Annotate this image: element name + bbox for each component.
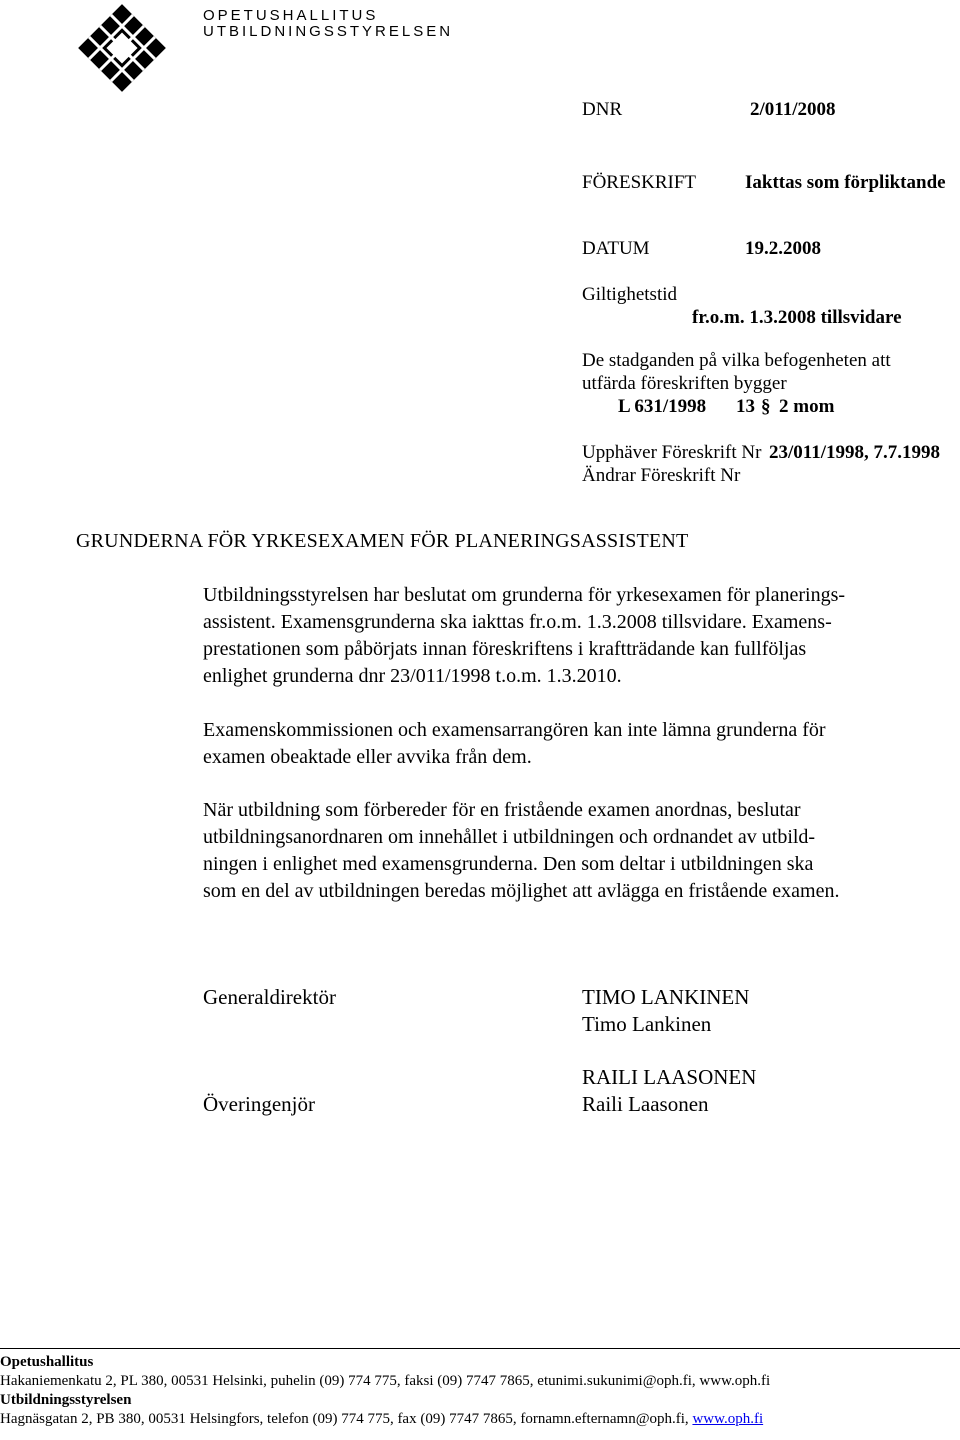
- footer-address-sv-text: Hagnäsgatan 2, PB 380, 00531 Helsingfors, telefon (09) 774 775, fax (09) 7747 7865, fornamn.efternamn@oph.fi,: [0, 1411, 689, 1427]
- org-name-fi: OPETUSHALLITUS: [203, 7, 379, 24]
- paragraph-sign: §: [761, 396, 771, 417]
- repeals-label: Upphäver Föreskrift Nr: [582, 442, 762, 463]
- signature-role-director-general: Generaldirektör: [203, 985, 336, 1009]
- document-title: GRUNDERNA FÖR YRKESEXAMEN FÖR PLANERINGSASSISTENT: [76, 530, 689, 552]
- footer-website-link[interactable]: www.oph.fi: [692, 1411, 764, 1427]
- text-line: examen obeaktade eller avvika från dem.: [203, 746, 532, 768]
- text-line: Utbildningsstyrelsen har beslutat om grunderna för yrkesexamen för planerings-: [203, 584, 846, 606]
- validity-value: fr.o.m. 1.3.2008 tillsvidare: [692, 307, 902, 328]
- text-line: ningen i enlighet med examensgrunderna. Den som deltar i utbildningen ska: [203, 853, 814, 875]
- org-name-sv: UTBILDNINGSSTYRELSEN: [203, 23, 454, 40]
- amends-label: Ändrar Föreskrift Nr: [582, 465, 741, 486]
- text-line: prestationen som påbörjats innan föreskriftens i kraftträdande kan fullföljas: [203, 638, 807, 660]
- footer: [0, 1353, 770, 1429]
- text-line: assistent. Examensgrunderna ska iakttas fr.o.m. 1.3.2008 tillsvidare. Examens-: [203, 611, 832, 633]
- footer-org-fi: Opetushallitus: [0, 1354, 94, 1370]
- signature-name: Raili Laasonen: [582, 1092, 709, 1116]
- authority-section: 13: [736, 396, 755, 417]
- text-line: Examenskommissionen och examensarrangören kan inte lämna grunderna för: [203, 719, 826, 741]
- paragraph-commission: [203, 717, 826, 771]
- paragraph-training: [203, 797, 839, 905]
- signature-role-chief-engineer: Överingenjör: [203, 1092, 315, 1116]
- signature-name: Timo Lankinen: [582, 1012, 712, 1036]
- paragraph-decision: [203, 582, 845, 690]
- text-line: När utbildning som förbereder för en fristående examen anordnas, beslutar: [203, 799, 801, 821]
- footer-address-sv: [0, 1410, 770, 1429]
- signature-name-upper: RAILI LAASONEN: [582, 1065, 757, 1089]
- dnr-label: DNR: [582, 99, 623, 120]
- footer-address-fi: Hakaniemenkatu 2, PL 380, 00531 Helsinki, puhelin (09) 774 775, faksi (09) 7747 7865, etunimi.sukunimi@oph.fi, www.oph.fi: [0, 1373, 771, 1389]
- text-line: enlighet grunderna dnr 23/011/1998 t.o.m. 1.3.2010.: [203, 665, 622, 687]
- dnr-value: 2/011/2008: [750, 99, 836, 120]
- footer-org-sv: Utbildningsstyrelsen: [0, 1392, 132, 1408]
- authority-text-line1: De stadganden på vilka befogenheten att: [582, 350, 891, 371]
- authority-text-line2: utfärda föreskriften bygger: [582, 373, 787, 394]
- type-label: FÖRESKRIFT: [582, 172, 697, 193]
- type-value: Iakttas som förpliktande: [745, 172, 946, 193]
- validity-label: Giltighetstid: [582, 284, 677, 305]
- date-label: DATUM: [582, 238, 650, 259]
- signature-name-upper: TIMO LANKINEN: [582, 985, 750, 1009]
- date-value: 19.2.2008: [745, 238, 821, 259]
- authority-mom: 2 mom: [779, 396, 835, 417]
- authority-law: L 631/1998: [618, 396, 707, 417]
- text-line: utbildningsanordnaren om innehållet i utbildningen och ordnandet av utbild-: [203, 826, 816, 848]
- repeals-value: 23/011/1998, 7.7.1998: [769, 442, 941, 463]
- footer-divider: [0, 1348, 960, 1349]
- text-line: som en del av utbildningen beredas möjlighet att avlägga en fristående examen.: [203, 880, 840, 902]
- oph-logo: [76, 2, 168, 94]
